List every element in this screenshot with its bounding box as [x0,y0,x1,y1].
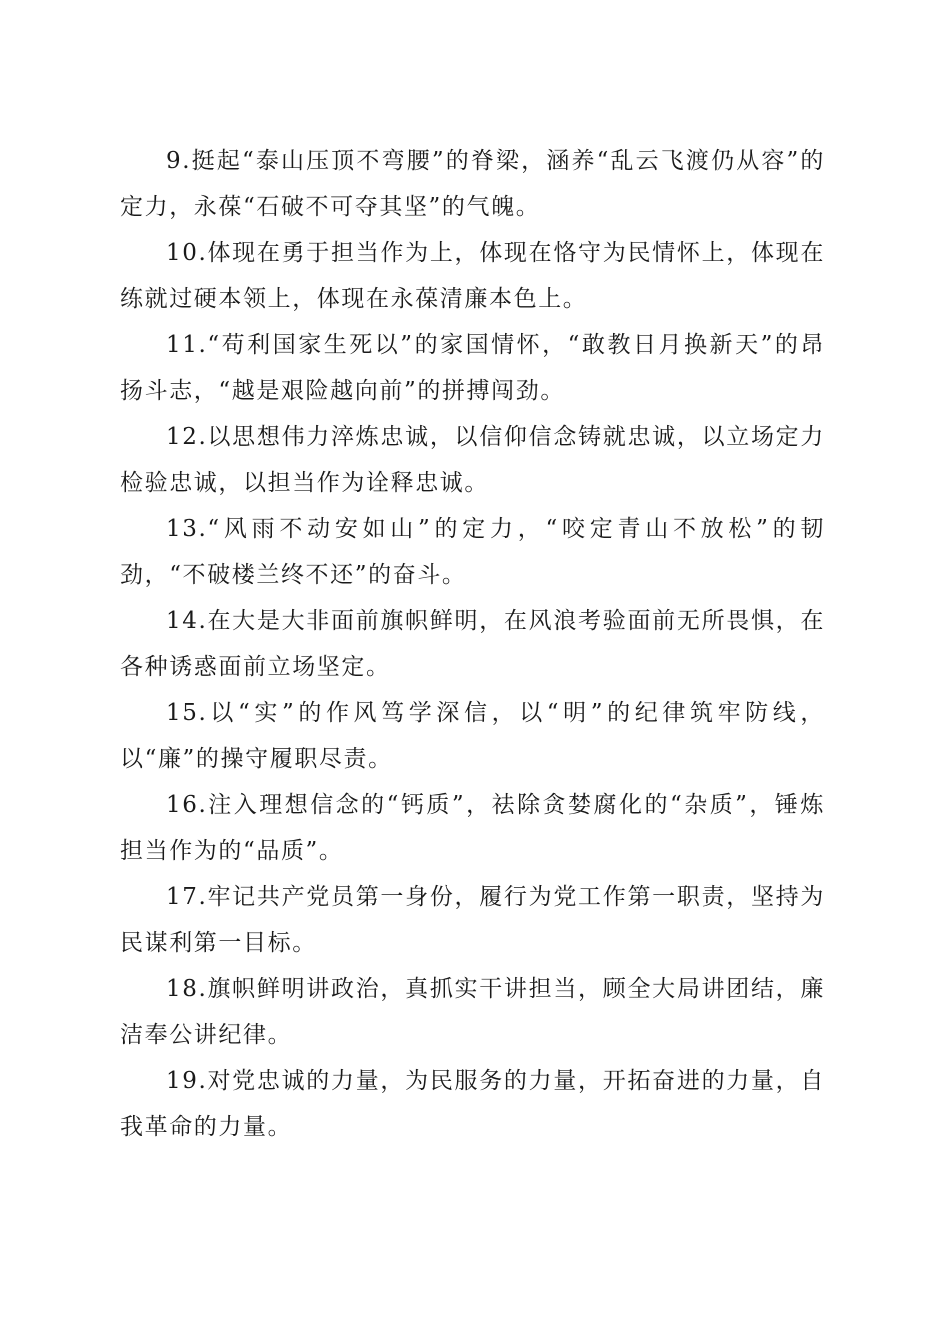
document-body [120,139,825,1151]
paragraph-18: 18.旗帜鲜明讲政治，真抓实干讲担当，顾全大局讲团结，廉洁奉公讲纪律。 [120,976,825,1048]
paragraph-11: 11.“苟利国家生死以”的家国情怀，“敢教日月换新天”的昂扬斗志，“越是艰险越向前”的拼搏闯劲。 [120,332,825,404]
paragraph-10: 10.体现在勇于担当作为上，体现在恪守为民情怀上，体现在练就过硬本领上，体现在永葆清廉本色上。 [120,240,825,312]
paragraph-16: 16.注入理想信念的“钙质”，祛除贪婪腐化的“杂质”，锤炼担当作为的“品质”。 [120,792,825,864]
paragraph-19: 19.对党忠诚的力量，为民服务的力量，开拓奋进的力量，自我革命的力量。 [120,1068,825,1140]
paragraph-13: 13.“风雨不动安如山”的定力，“咬定青山不放松”的韧劲，“不破楼兰终不还”的奋斗。 [120,516,825,588]
paragraph-12: 12.以思想伟力淬炼忠诚，以信仰信念铸就忠诚，以立场定力检验忠诚，以担当作为诠释忠诚。 [120,424,825,496]
paragraph-15: 15.以“实”的作风笃学深信，以“明”的纪律筑牢防线，以“廉”的操守履职尽责。 [120,700,825,772]
paragraph-17: 17.牢记共产党员第一身份，履行为党工作第一职责，坚持为民谋利第一目标。 [120,884,825,956]
paragraph-9: 9.挺起“泰山压顶不弯腰”的脊梁，涵养“乱云飞渡仍从容”的定力，永葆“石破不可夺其坚”的气魄。 [120,148,825,220]
paragraph-14: 14.在大是大非面前旗帜鲜明，在风浪考验面前无所畏惧，在各种诱惑面前立场坚定。 [120,608,825,680]
